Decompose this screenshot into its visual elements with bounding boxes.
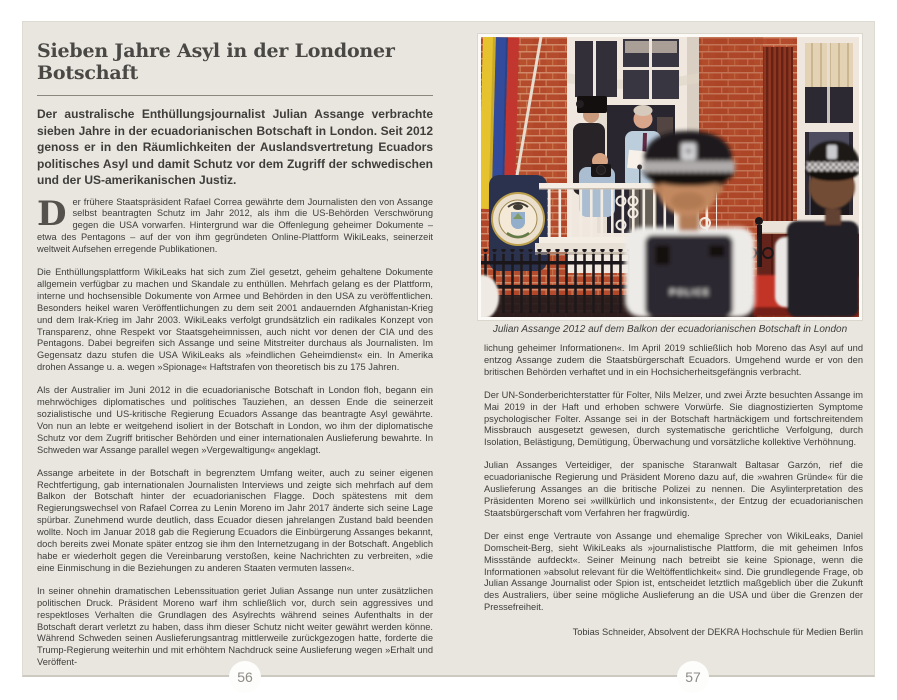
paragraph: Julian Assanges Verteidiger, der spanische Staranwalt Baltasar Garzón, rief die ecuadorianische Regierung und Präsident Moreno dazu auf, die »wahren Gründe« für die Auslieferung Assanges an die britische Polizei zu nennen. Die Asylinterpretation des Präsidenten Moreno sei »willkürlich und inkonsistent«, der Entzug der ecuadorianischen Staatsbürgerschaft vom Verfahren her fragwürdig.: [484, 460, 863, 518]
paragraph: lichung geheimer Informationen«. Im April 2019 schließlich hob Moreno das Asyl auf und entzog Assange zudem die Staatsbürgerschaft Ecuadors. Umgehend wurde er von den britischen Behörden verhaftet und in ein Hochsicherheitsgefängnis verbracht.: [484, 343, 863, 377]
page-56-column: [37, 34, 433, 680]
police-label: POLICE: [669, 287, 711, 297]
paragraph: Assange arbeitete in der Botschaft in begrenztem Umfang weiter, auch zu seiner eigenen Rechtfertigung, gab internationalen Journalisten Interviews und zeigte sich mehrfach auf dem Balkon der Botschaft hinter der ecuadorianischen Flagge. Doch spätestens mit dem Regierungswechsel von Rafael Correa zu Lenin Moreno im Jahr 2017 änderte sich seine Lage spürbar. Zunehmend wurde deutlich, dass Ecuador diesen jahrelangen Zustand bald beenden wollte. Noch im Januar 2018 gab die Regierung Ecuadors die Einbürgerung Assanges bekannt, doch bereits zwei Monate später entzog sie ihm den Internetzugang in der Botschaft. Angeblich habe er wiederholt gegen die Vereinbarung verstoßen, keine Nachrichten zu verbreiten, »die eine Einmischung in die Beziehungen zu anderen Staaten vermuten lassen«.: [37, 467, 433, 573]
photo-color-cast: [481, 37, 859, 317]
paragraph: Der UN-Sonderberichterstatter für Folter, Nils Melzer, und zwei Ärzte besuchten Assange im Mai 2019 in der Haft und erhoben schwere Vorwürfe. Sie diagnostizierten Symptome psychologischer Folter. Assange sei in der Botschaft hartnäckigem und fortschreitendem Missbrauch ausgesetzt gewesen, durch systematische gerichtliche Verfolgung, durch Isolation, Belästigung, Demütigung, Überwachung und vorsätzliche kollektive Verhöhnung.: [484, 389, 863, 448]
intro-paragraph: Der australische Enthüllungsjournalist Julian Assange verbrachte sieben Jahre in der ecuadorianischen Botschaft in London. Seit 2012 genoss er in den Räumlichkeiten der Auslandsvertretung Ecuadors politisches Asyl und damit Schutz vor dem Zugriff der schwedischen und der US-amerikanischen Justiz.: [37, 107, 433, 187]
page-title: Sieben Jahre Asyl in der Londoner Botschaft: [37, 40, 395, 84]
title-divider: [37, 95, 433, 96]
paragraph: Als der Australier im Juni 2012 in die ecuadorianische Botschaft in London floh, begann ein mehrwöchiges diplomatisches und politisches Tauziehen, an dessen Ende die seinerzeit sozialistische und US-kritische Regierung Ecuadors Assange das beantragte Asyl gewährte. Von nun an lebte er weitgehend isoliert in der Botschaft in London, wo ihm der diplomatische Schutz vor dem Zugriff britischer Behörden und einer internationalen Auslieferung bewahrte. In Schweden war Assange parallel wegen »Vergewaltigung« angeklagt.: [37, 385, 433, 455]
paragraph: In seiner ohnehin dramatischen Lebenssituation geriet Julian Assange nun unter zusätzlichen politischen Druck. Präsident Moreno warf ihm schließlich vor, durch sein aggressives und respektloses Verhalten die Grundlagen des Asylrechts während seines Aufenthalts in der Botschaft derart verletzt zu haben, dass ihm dieser Schutz nicht weiter gewährt werden könne. Während Schweden seinen Auslieferungsantrag mittlerweile zurückgezogen hatte, forderte die Trump-Regierung weiterhin und mit erhöhtem Nachdruck seine Auslieferung wegen »Erhalt und Veröffent-: [37, 585, 433, 668]
paragraph: Der einst enge Vertraute von Assange und ehemalige Sprecher von WikiLeaks, Daniel Domscheit-Berg, sieht WikiLeaks als »journalistische Plattform, die mit geheimen Infos Missstände aufdeckt«. Seiner Meinung nach betreibt sie keine Spionage, wenn die Informationen »absolut relevant für die Weltöffentlichkeit« sind. Die grundlegende Frage, ob Julian Assange Journalist oder Spion ist, entscheidet letztlich maßgeblich über die Zukunft des Australiers, über seine mögliche Auslieferung an die USA und über die Grenzen der Pressefreiheit.: [484, 530, 863, 613]
photo-caption: Julian Assange 2012 auf dem Balkon der ecuadorianischen Botschaft in London: [492, 324, 848, 335]
page-57-column: [484, 343, 863, 637]
page-number-56: 56: [229, 661, 261, 693]
author-byline: Tobias Schneider, Absolvent der DEKRA Hochschule für Medien Berlin: [572, 627, 863, 638]
drop-cap-paragraph: [37, 193, 433, 257]
embassy-balcony-photo: [481, 37, 859, 317]
paragraph: Die Enthüllungsplattform WikiLeaks hat sich zum Ziel gesetzt, geheim gehaltene Dokumente allgemein verfügbar zu machen und Skandale zu enthüllen. Mehrfach gelang es der Plattform, interne und hochsensible Dokumente von Armee und Behörden in den USA zu veröffentlichen. Besonders heikel waren Veröffentlichungen zu dem seit 2001 andauernden Afghanistan-Krieg und dem Irak-Krieg im Jahr 2003. WikiLeaks verfolgt grundsätzlich ein radikales Konzept von Transparenz, ohne Respekt vor Staatsgeheimnissen, auch nicht vor denen der CIA und des Pentagons. Dabei begreifen sich Assange und seine Mitstreiter durchaus als Journalisten. Im Gegensatz dazu stufen die USA WikiLeaks als »feindlichen Geheimdienst« ein. In Amerika drohen Assange u. a. wegen »Spionage« Haftstrafen von theoretisch bis zu 175 Jahren.: [37, 267, 433, 373]
page-number-57: 57: [677, 661, 709, 693]
photo: [478, 34, 862, 320]
page-spread: [22, 21, 875, 685]
drop-cap: D: [37, 193, 67, 234]
paragraph-text: er frühere Staatspräsident Rafael Correa gewährte dem Journalisten den von Assange selbst beantragten Schutz im Jahr 2012, als ihm die US-Behörden Verschwörung gegen die USA vorwarfen. Hintergrund war die Offenlegung geheimer Dokumente – etwa des Pentagons – auf der von ihm gegründeten Online-Plattform WikiLeaks, seinerzeit weltweit Aufsehen erregende Publikationen.: [37, 196, 433, 255]
